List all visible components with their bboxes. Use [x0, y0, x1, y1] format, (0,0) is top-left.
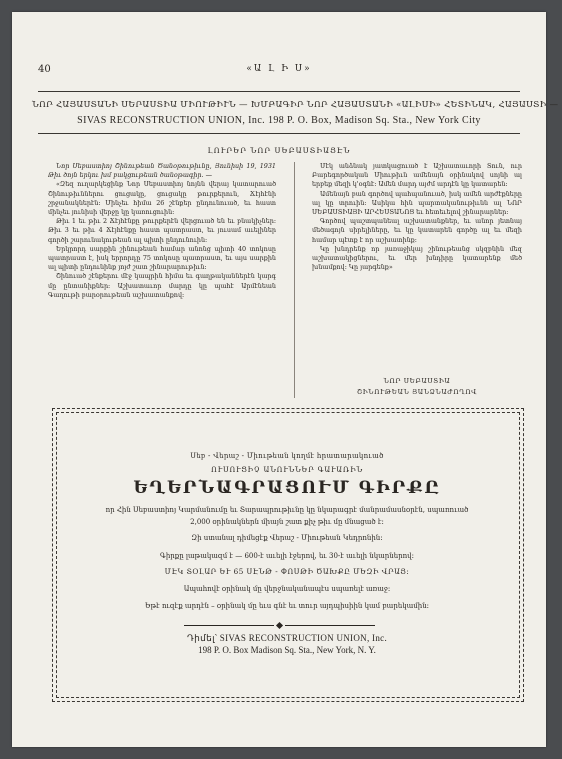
left-paragraph: Շինուած շէնքերու մէջ կապրին հիմա եւ գաղթականներէն կարգ մը ընտանիքներ: Աշխատաւոր մարդը կը պահէ Արմէնեան Գաղութի բարօրութեան աշխատանքով:: [48, 272, 276, 299]
left-paragraph: Երկրորդ սարքին շինութեան համար անոնց պիտի 40 տոկոսը պատրաստ է, իսկ երրորդը 75 տոկոսը պատրաստ, եւ այս սարքին ալ պիտի ընդունինք յոյժ շատ շինարարութիւն:: [48, 244, 276, 272]
header-rule-top: [38, 91, 520, 92]
ad-address-line-2: 198 P. O. Box Madison Sq. Sta., New York, N. Y.: [198, 645, 376, 655]
header-line-armenian: ՆՈՐ ՀԱՅԱՍՏԱՆԻ ՍԵՐԱՍՏԻԱ ՄԻՈՒԹԻՒՆ — ԽՄԲԱԳԻՐ ՆՈՐ ՀԱՅԱՍՏԱՆԻ «ԱԼԻՍԻ» ՀԵՏԻՆԱԿ, ՀԱՅԱՍՏԻ —: [32, 100, 559, 110]
left-paragraph: Թիւ 1 եւ թիւ 2 Ճէյհէնքը թուրքերէն վերցուած են եւ բնակիչներ: Թիւ 3 եւ թիւ 4 Ճէյհէնքը հաստ պատրաստ, եւ յուսամ աւելիներ գործի շարունակութեան ալ պիտի ընդունուին:: [48, 217, 276, 244]
ad-order-line: Զի ստանալ դիմեցէք Վերաշ - Միութեան Կեդրոնին:: [191, 534, 383, 542]
ornament-diamond-icon: [275, 621, 282, 628]
ad-description: որ Հին Սեբաստիոյ Կարմանումը եւ Տարապրութիւնը կը նկարագրէ մանրամասնօրէն, սպառուած 2,000 օրինակներն միայն շատ քիչ թիւ մը մնացած է:: [105, 506, 469, 526]
ad-subtitle: ՈՒՍՈՒՑԻՉ ԱՆՈՒՆՆԵՐ ԳԱՒԱՌԻՆ: [211, 465, 363, 474]
page-number: 40: [38, 64, 51, 75]
header-rule-bottom: [38, 133, 520, 134]
ornament-divider: [12, 620, 546, 629]
right-paragraph: Գործով պաշտպանեալ աշխատանքներ, եւ անոր յետնայ մեծագոյն սիրելիները, եւ կը կատարեն գործը ալ եւ մեզի համար պէտք է որ աշխատինք:: [312, 217, 522, 244]
document-page: [12, 12, 559, 747]
ad-title: ԵՂԵՐՆԱԳՐԱՑՈՒՄ ԳԻՐՔԸ: [133, 478, 441, 498]
ad-publisher-line: Սեբ - Վերաշ - Միութեան կողմէ հրատարակուած: [190, 452, 384, 460]
left-paragraph: «Զեզ ուղարկեցինք Նոր Սեբաստիոյ նոյնն վերայ կատարուած Շինութիւններու ցուցակը, ցուցակը թուրքերուն, Ճէյհէնի շրջանակներէն: Մինչեւ հիմա 26 շէնքեր ընդունուած, եւ հաստ մինչեւ յունիսի վերջը կը կառուցուին:: [48, 180, 276, 217]
header-line-english: SIVAS RECONSTRUCTION UNION, Inc. 198 P. O. Box, Madison Sq. Sta., New York City: [77, 115, 481, 126]
ad-gift-line: Եթէ ուզէք արդէն – օրինակ մը եւս գնէ եւ տուր այդպիսիին կամ բարեկամին:: [144, 602, 430, 610]
column-divider: [294, 162, 295, 398]
ad-book-details: Գիրքը լաթակազմ է — 600-է աւելի էջերով, եւ 30-է աւելի նկարներով:: [160, 552, 414, 560]
right-paragraph: Կը խնդրենք որ յառաջիկայ շինութեանց սկզբնին մեզ աշխատակիցներու, եւ մեր խնդիրը կատարենք մեծ խնամքով: Կը յարգենք»: [312, 244, 522, 272]
ornament-line: [285, 625, 375, 626]
running-head: «Ա Լ Ի Ս»: [246, 64, 312, 74]
right-paragraph: Մէկ անձնակ յատկացուած է Աշխատաւորի Տուն, ուր Բարեգործական Միութիւն ամենայն օրինակով սոյնի ալ երբեք մեզի կ'օգնէ: Ամեն մարդ այժմ արդէն կը կատարեն:: [312, 162, 522, 189]
right-paragraph: Ամենայն բան գործով պահպանուած, իսկ ամեն արժէքները ալ կը տրուին: Ասիկա հին պարտականութիւնն ալ ՆՈՐ ՍԵԲԱՍՏԻԱՅԻ ԱՐՀԵՍՏԱՆՈՑ եւ հետեւելով շինարարներ:: [312, 189, 522, 217]
ad-price: ՄԷԿ ՏՕԼԱՐ ԵՒ 65 ՍԷՆԹ - ՓՈՍԹԻ ԾԱԽՔԸ ՄԵԶԻ ՎՐԱՅ:: [164, 567, 410, 576]
ornament-line: [184, 625, 274, 626]
left-paragraph: Նոր Սեբաստիոյ Շինութեան Ծանօթութիւնը, Յունիսի 19, 1931 Թիւ ծոյն երկու խմ բակցութեան ծանօթագիր. —: [48, 162, 276, 180]
signature-line-2: ՇԻՆՈՒԹԵԱՆ ՅԱՆՁՆԱԺՈՂՈՎ: [357, 388, 477, 396]
ad-address-line-1: Դիմել՝ SIVAS RECONSTRUCTION UNION, Inc.: [186, 633, 387, 643]
right-column: [312, 162, 522, 372]
left-column: [48, 162, 276, 397]
section-title: ԼՈՒՐԵՐ ՆՈՐ ՍԵԲԱՍՏԻԱՅԷՆ: [207, 146, 351, 155]
signature-line-1: ՆՈՐ ՍԵԲԱՍՏԻԱ: [383, 377, 451, 385]
ad-urge-line: Ապահովէ օրինակ մը վերջնականապէս սպառելէ առաջ:: [183, 585, 391, 593]
